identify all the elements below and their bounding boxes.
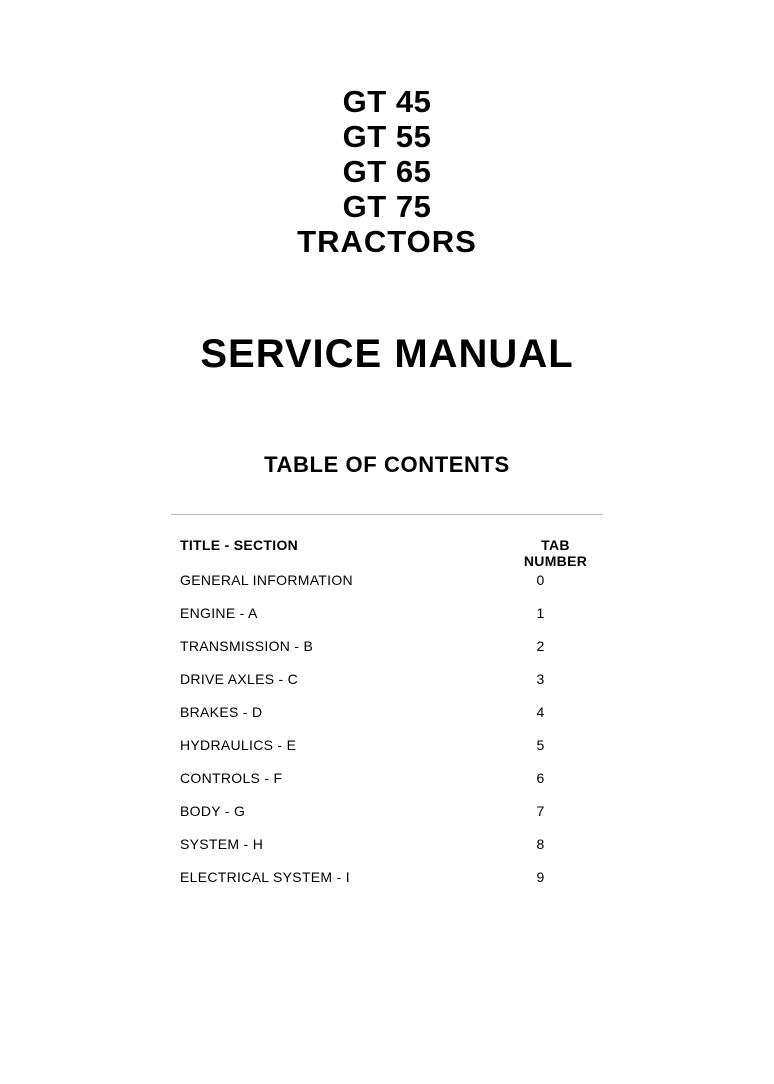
toc-entry-tab: 4 [536,704,545,720]
model-line-tractors: TRACTORS [297,224,477,259]
toc-entry-title: TRANSMISSION - B [180,638,314,654]
toc-entry-title: ELECTRICAL SYSTEM - I [180,869,350,885]
toc-entry-title: ENGINE - A [180,605,258,621]
table-row[interactable] [171,704,603,737]
table-of-contents [171,515,603,902]
table-of-contents-heading: TABLE OF CONTENTS [264,452,510,477]
model-line-3: GT 65 [342,154,432,189]
toc-entry-title: BODY - G [180,803,246,819]
table-row[interactable] [171,638,603,671]
toc-header-tab: TAB NUMBER [523,537,588,569]
page-title: SERVICE MANUAL [200,332,574,376]
model-line-1: GT 45 [342,84,432,119]
table-row[interactable] [171,836,603,869]
table-row[interactable] [171,770,603,803]
toc-entry-tab: 3 [536,671,545,687]
model-title-block [0,84,774,259]
toc-entry-title: HYDRAULICS - E [180,737,297,753]
table-row[interactable] [171,869,603,902]
toc-entry-title: GENERAL INFORMATION [180,572,353,588]
table-row[interactable] [171,803,603,836]
toc-entry-title: DRIVE AXLES - C [180,671,299,687]
toc-entry-tab: 8 [536,836,545,852]
toc-entry-title: BRAKES - D [180,704,263,720]
model-line-2: GT 55 [342,119,432,154]
toc-header-title: TITLE - SECTION [180,537,299,553]
table-row[interactable] [171,737,603,770]
toc-entry-tab: 6 [536,770,545,786]
toc-entry-title: CONTROLS - F [180,770,283,786]
toc-entry-tab: 9 [536,869,545,885]
toc-entry-tab: 5 [536,737,545,753]
toc-entry-tab: 0 [536,572,545,588]
model-line-4: GT 75 [342,189,432,224]
toc-header-row [171,537,603,572]
table-row[interactable] [171,605,603,638]
table-row[interactable] [171,671,603,704]
toc-entry-tab: 1 [536,605,545,621]
table-row[interactable] [171,572,603,605]
toc-entry-tab: 7 [536,803,545,819]
toc-entry-tab: 2 [536,638,545,654]
toc-entry-title: SYSTEM - H [180,836,264,852]
manual-cover-page [0,84,774,1084]
